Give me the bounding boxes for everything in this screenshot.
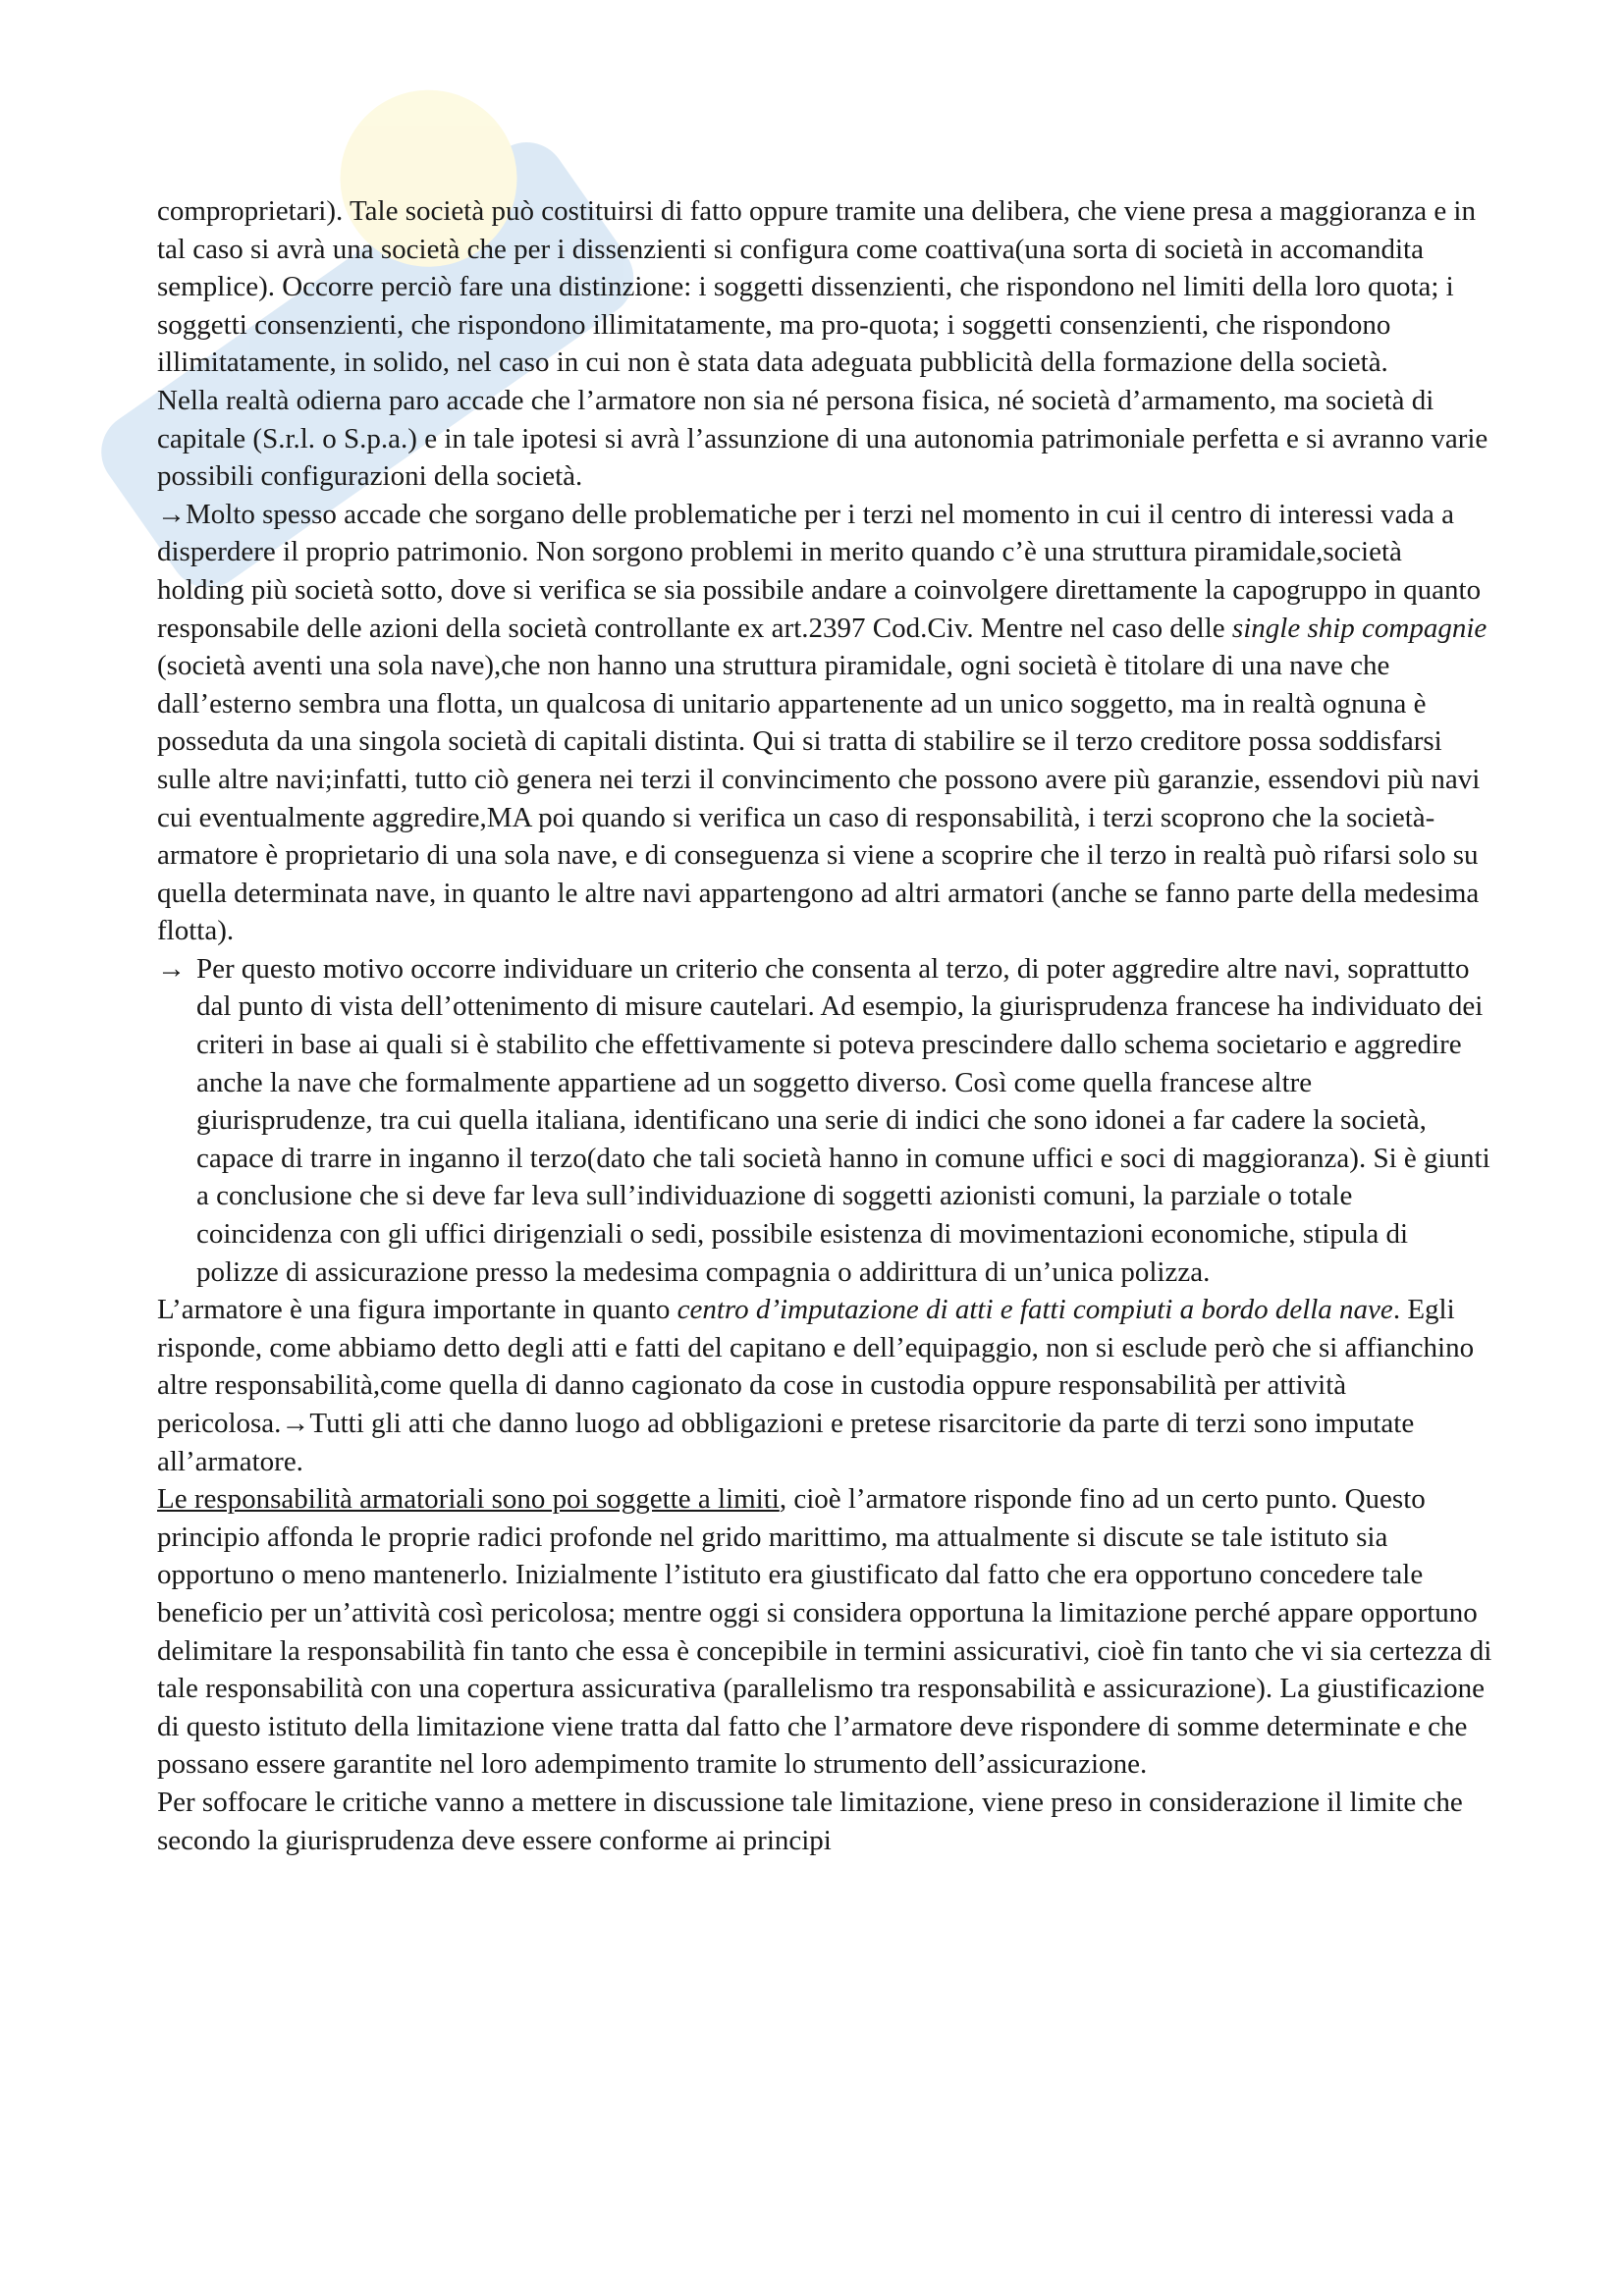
text-span: . Egli risponde, come abbiamo detto degli atti e fatti del capitano e dell’equipaggio, non si esclude però che si affianchino altre responsabilità,come quella di danno cagionato da cose in custodia oppure responsabilità per attività pericolosa.→Tutti gli atti che danno luogo ad obbligazioni e pretese risarcitorie da parte di terzi sono imputate all’armatore. (157, 1294, 1475, 1477)
paragraph-soffocare-critiche: Per soffocare le critiche vanno a mettere in discussione tale limitazione, viene preso in considerazione il limite che secondo la giurisprudenza deve essere conforme ai principi (157, 1786, 1463, 1856)
paragraph-criterio: Per questo motivo occorre individuare un criterio che consenta al terzo, di poter aggredire altre navi, soprattutto dal punto di vista dell’ottenimento di misure cautelari. Ad esempio, la giurisprudenza francese ha individuato dei criteri in base ai quali si è stabilito che effettivamente si poteva prescindere dallo schema societario e aggredire anche la nave che formalmente appartiene ad un soggetto diverso. Così come quella francese altre giurisprudenze, tra cui quella italiana, identificano una serie di indici che sono idonei a far cadere la società, capace di trarre in inganno il terzo(dato che tali società hanno in comune uffici e soci di maggioranza). Si è giunti a conclusione che si deve far leva sull’individuazione di soggetti azionisti comuni, la parziale o totale coincidenza con gli uffici dirigenziali o sedi, possibile esistenza di movimentazioni economiche, stipula di polizze di assicurazione presso la medesima compagnia o addirittura di un’unica polizza. (196, 952, 1490, 1288)
italic-term-single-ship: single ship compagnie (1231, 612, 1488, 644)
text-span: L’armatore è una figura importante in quanto (157, 1294, 677, 1326)
arrow-list-item (157, 950, 1492, 1291)
paragraph-comproprietari: comproprietari). Tale società può costituirsi di fatto oppure tramite una delibera, che viene presa a maggioranza e in tal caso si avrà una società che per i dissenzienti si configura come coattiva(una sorta di società in accomandita semplice). Occorre perciò fare una distinzione: i soggetti dissenzienti, che rispondono nel limiti della loro quota; i soggetti consenzienti, che rispondono illimitatamente, ma pro-quota; i soggetti consenzienti, che rispondono illimitatamente, in solido, nel caso in cui non è stata data adeguata pubblicità della formazione della società. (157, 195, 1476, 379)
text-span: , cioè l’armatore risponde fino ad un certo punto. Questo principio affonda le proprie radici profonde nel grido marittimo, ma attualmente si discute se tale istituto sia opportuno o meno mantenerlo. Inizialmente l’istituto era giustificato dal fatto che era opportuno concedere tale beneficio per un’attività così pericolosa; mentre oggi si considera opportuna la limitazione perché appare opportuno delimitare la responsabilità fin tanto che essa è concepibile in termini assicurativi, cioè fin tanto che vi sia certezza di tale responsabilità con una copertura assicurativa (parallelismo tra responsabilità e assicurazione). La giustificazione di questo istituto della limitazione viene tratta dal fatto che l’armatore deve rispondere di somme determinate e che possano essere garantite nel loro adempimento tramite lo strumento dell’assicurazione. (157, 1483, 1492, 1781)
paragraph-problematiche-terzi (157, 496, 1492, 950)
document-page (157, 192, 1492, 1859)
arrow-bullet-icon: → (157, 952, 186, 985)
italic-term-centro-imputazione: centro d’imputazione di atti e fatti compiuti a bordo della nave (676, 1294, 1393, 1326)
paragraph-limiti-responsabilita (157, 1480, 1492, 1784)
paragraph-realta-odierna: Nella realtà odierna paro accade che l’armatore non sia né persona fisica, né società d’armamento, ma società di capitale (S.r.l. o S.p.a.) e in tale ipotesi si avrà l’assunzione di una autonomia patrimoniale perfetta e si avranno varie possibili configurazioni della società. (157, 384, 1488, 493)
text-span: →Molto spesso accade che sorgano delle problematiche per i terzi nel momento in cui il centro di interessi vada a disperdere il proprio patrimonio. Non sorgono problemi in merito quando c’è una struttura piramidale,società holding più società sotto, dove si verifica se sia possibile andare a coinvolgere direttamente la capogruppo in quanto responsabile delle azioni della società controllante ex art.2397 Cod.Civ. Mentre nel caso delle (157, 498, 1482, 644)
underlined-heading: Le responsabilità armatoriali sono poi soggette a limiti (157, 1483, 780, 1516)
text-span: (società aventi una sola nave),che non hanno una struttura piramidale, ogni società è titolare di una nave che dall’esterno sembra una flotta, un qualcosa di unitario appartenente ad un unico soggetto, ma in realtà ognuna è posseduta da una singola società di capitali distinta. Qui si tratta di stabilire se il terzo creditore possa soddisfarsi sulle altre navi;infatti, tutto ciò genera nei terzi il convincimento che possono avere più garanzie, essendovi più navi cui eventualmente aggredire,MA poi quando si verifica un caso di responsabilità, i terzi scoprono che la società-armatore è proprietario di una sola nave, e di conseguenza si viene a scoprire che il terzo in realtà può rifarsi solo su quella determinata nave, in quanto le altre navi appartengono ad altri armatori (anche se fanno parte della medesima flotta). (157, 650, 1481, 947)
paragraph-armatore-figura (157, 1291, 1492, 1480)
